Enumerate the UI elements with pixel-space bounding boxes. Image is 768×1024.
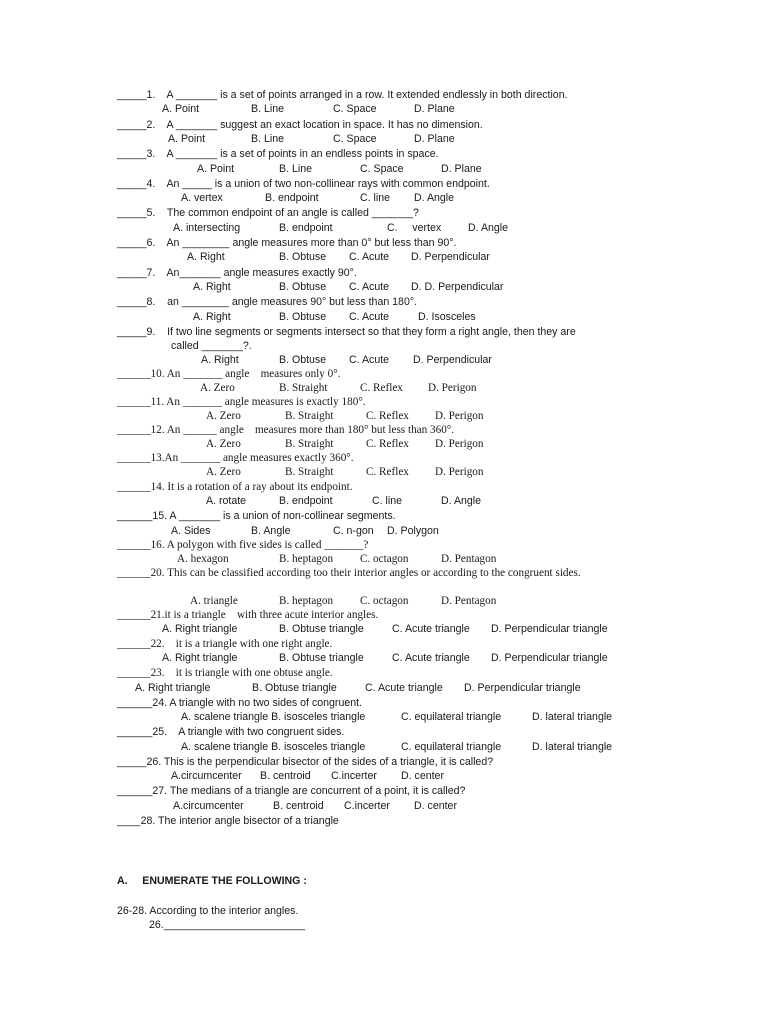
- question-7-choices: [0, 281, 768, 294]
- choice-a: A. Right triangle: [162, 623, 238, 635]
- choice-d: D. lateral triangle: [532, 741, 613, 753]
- choice-c: C. line: [360, 192, 391, 204]
- choice-c: C. Reflex: [366, 466, 409, 478]
- choice-d: D. Isosceles: [418, 311, 476, 323]
- question-11: ______11. An _______ angle measures is exactly 180°.: [117, 396, 366, 408]
- choice-d: D. Plane: [414, 103, 455, 115]
- choice-b: B. Straight: [285, 466, 334, 478]
- choice-c: C. octagon: [360, 553, 409, 565]
- question-6: _____6. An ________ angle measures more than 0° but less than 90°.: [117, 237, 457, 249]
- choice-b: B. Obtuse: [279, 354, 327, 366]
- question-16: ______16. A polygon with five sides is called _______?: [117, 539, 369, 551]
- choice-d: D. Polygon: [387, 525, 439, 537]
- choice-a: A. Right: [201, 354, 239, 366]
- choice-a: A. Zero: [206, 410, 241, 422]
- choice-a: A. Sides: [171, 525, 211, 537]
- choice-d: D. Perpendicular: [413, 354, 492, 366]
- choice-d: D. Angle: [441, 495, 482, 507]
- question-14-choices: [0, 495, 768, 508]
- choice-a: A. rotate: [206, 495, 247, 507]
- choice-c: C. Acute: [349, 354, 390, 366]
- choice-d: D. Plane: [441, 163, 482, 175]
- choice-c: C. Space: [360, 163, 404, 175]
- question-2-choices: [0, 133, 768, 146]
- choice-c: C. n-gon: [333, 525, 374, 537]
- question-3-choices: [0, 163, 768, 176]
- question-21-choices: [0, 623, 768, 636]
- question-9: _____9. If two line segments or segments intersect so that they form a right angle, then they are: [117, 326, 576, 338]
- question-13: ______13.An _______ angle measures exactly 360°.: [117, 452, 354, 464]
- choice-c: C. Acute triangle: [392, 652, 470, 664]
- question-10: ______10. An _______ angle measures only 0°.: [117, 368, 341, 380]
- choice-a: A. triangle: [190, 595, 238, 607]
- question-22: ______22. it is a triangle with one right angle.: [117, 638, 333, 650]
- question-10-choices: [0, 382, 768, 395]
- choice-b: B. Obtuse triangle: [252, 682, 337, 694]
- choice-b: B. Angle: [251, 525, 291, 537]
- question-11-choices: [0, 410, 768, 423]
- choice-ab: A. scalene triangle B. isosceles triangle: [181, 741, 366, 753]
- choice-c: C. Acute triangle: [365, 682, 443, 694]
- choice-b: B. heptagon: [279, 553, 334, 565]
- question-5-choices: [0, 222, 768, 235]
- question-26-choices: [0, 770, 768, 783]
- question-8: _____8. an ________ angle measures 90° but less than 180°.: [117, 296, 418, 308]
- choice-b: B. Obtuse: [279, 281, 327, 293]
- choice-c: C.incerter: [344, 800, 390, 812]
- question-23-choices: [0, 682, 768, 695]
- question-6-choices: [0, 251, 768, 264]
- choice-a: A.circumcenter: [173, 800, 244, 812]
- choice-b: B. endpoint: [265, 192, 319, 204]
- choice-b: B. centroid: [260, 770, 311, 782]
- choice-d: D. Perpendicular triangle: [491, 623, 608, 635]
- choice-a: A. intersecting: [173, 222, 241, 234]
- question-5: _____5. The common endpoint of an angle is called _______?: [117, 207, 419, 219]
- question-7: _____7. An_______ angle measures exactly 90°.: [117, 267, 357, 279]
- choice-a: A. Right triangle: [162, 652, 238, 664]
- question-9-continued: called _______?.: [171, 340, 252, 352]
- question-27: ______27. The medians of a triangle are concurrent of a point, it is called?: [117, 785, 466, 797]
- choice-c: C. Space: [333, 103, 377, 115]
- choice-b: B. Line: [251, 103, 284, 115]
- choice-c: C. Space: [333, 133, 377, 145]
- choice-c: C.incerter: [331, 770, 377, 782]
- choice-d: D. Perpendicular: [411, 251, 490, 263]
- choice-a: A. vertex: [181, 192, 223, 204]
- choice-d: D. Pentagon: [441, 553, 497, 565]
- choice-a: A. Point: [168, 133, 206, 145]
- question-16-choices: [0, 553, 768, 566]
- choice-a: A. Point: [162, 103, 200, 115]
- choice-a: A. Zero: [200, 382, 235, 394]
- choice-d: D. Perpendicular triangle: [491, 652, 608, 664]
- choice-b: B. Straight: [285, 410, 334, 422]
- question-8-choices: [0, 311, 768, 324]
- choice-c: C. equilateral triangle: [401, 711, 502, 723]
- choice-a: A. Right: [193, 281, 231, 293]
- choice-c: C. vertex: [387, 222, 442, 234]
- question-9-choices: [0, 354, 768, 367]
- choice-d: D. Perpendicular triangle: [464, 682, 581, 694]
- choice-a: A.circumcenter: [171, 770, 242, 782]
- choice-b: B. endpoint: [279, 495, 333, 507]
- choice-d: D. D. Perpendicular: [411, 281, 504, 293]
- choice-d: D. Perigon: [435, 466, 484, 478]
- question-24-choices: [0, 711, 768, 724]
- choice-b: B. Obtuse: [279, 311, 327, 323]
- choice-b: B. Line: [251, 133, 284, 145]
- question-2: _____2. A _______ suggest an exact location in space. It has no dimension.: [117, 119, 483, 131]
- choice-d: D. Angle: [414, 192, 455, 204]
- choice-d: D. center: [414, 800, 457, 812]
- question-23: ______23. it is triangle with one obtuse angle.: [117, 667, 333, 679]
- question-21: ______21.it is a triangle with three acute interior angles.: [117, 609, 379, 621]
- question-24: ______24. A triangle with no two sides of congruent.: [117, 697, 363, 709]
- question-3: _____3. A _______ is a set of points in an endless points in space.: [117, 148, 439, 160]
- choice-d: D. Perigon: [435, 410, 484, 422]
- choice-b: B. Straight: [285, 438, 334, 450]
- question-28: ____28. The interior angle bisector of a triangle: [117, 815, 339, 827]
- choice-c: C. Acute triangle: [392, 623, 470, 635]
- question-25-choices: [0, 741, 768, 754]
- choice-c: C. Acute: [349, 281, 390, 293]
- choice-d: D. center: [401, 770, 444, 782]
- choice-b: B. Straight: [279, 382, 328, 394]
- choice-b: B. heptagon: [279, 595, 334, 607]
- choice-a: A. Zero: [206, 466, 241, 478]
- choice-b: B. endpoint: [279, 222, 333, 234]
- question-1-choices: [0, 103, 768, 116]
- choice-a: A. hexagon: [177, 553, 229, 565]
- choice-a: A. Right triangle: [135, 682, 211, 694]
- question-4-choices: [0, 192, 768, 205]
- question-20: ______20. This can be classified according too their interior angles or according to the congruent sides.: [117, 567, 581, 579]
- choice-ab: A. scalene triangle B. isosceles triangle: [181, 711, 366, 723]
- choice-b: B. centroid: [273, 800, 324, 812]
- question-25: ______25. A triangle with two congruent sides.: [117, 726, 345, 738]
- question-14: ______14. It is a rotation of a ray about its endpoint.: [117, 481, 353, 493]
- question-13-choices: [0, 466, 768, 479]
- choice-b: B. Line: [279, 163, 312, 175]
- section-heading: A. ENUMERATE THE FOLLOWING :: [117, 875, 307, 887]
- choice-a: A. Point: [197, 163, 235, 175]
- question-22-choices: [0, 652, 768, 665]
- choice-d: D. Perigon: [428, 382, 477, 394]
- choice-d: D. Angle: [468, 222, 509, 234]
- choice-c: C. octagon: [360, 595, 409, 607]
- choice-c: C. Reflex: [360, 382, 403, 394]
- enumerate-item: 26-28. According to the interior angles.: [117, 905, 299, 917]
- choice-b: B. Obtuse triangle: [279, 623, 364, 635]
- choice-d: D. Perigon: [435, 438, 484, 450]
- choice-a: A. Zero: [206, 438, 241, 450]
- choice-c: C. Reflex: [366, 438, 409, 450]
- question-4: _____4. An _____ is a union of two non-collinear rays with common endpoint.: [117, 178, 490, 190]
- choice-a: A. Right: [187, 251, 225, 263]
- choice-a: A. Right: [193, 311, 231, 323]
- choice-b: B. Obtuse triangle: [279, 652, 364, 664]
- choice-c: C. Acute: [349, 311, 390, 323]
- question-12-choices: [0, 438, 768, 451]
- question-15: ______15. A _______ is a union of non-collinear segments.: [117, 510, 396, 522]
- choice-b: B. Obtuse: [279, 251, 327, 263]
- question-15-choices: [0, 525, 768, 538]
- question-26: _____26. This is the perpendicular bisector of the sides of a triangle, it is called?: [117, 756, 494, 768]
- choice-d: D. lateral triangle: [532, 711, 613, 723]
- choice-c: C. line: [372, 495, 403, 507]
- choice-c: C. equilateral triangle: [401, 741, 502, 753]
- choice-d: D. Plane: [414, 133, 455, 145]
- answer-blank-26: 26.________________________: [149, 919, 306, 931]
- question-27-choices: [0, 800, 768, 813]
- choice-d: D. Pentagon: [441, 595, 497, 607]
- choice-c: C. Reflex: [366, 410, 409, 422]
- question-20-choices: [0, 595, 768, 608]
- question-1: _____1. A _______ is a set of points arranged in a row. It extended endlessly in both direction.: [117, 89, 568, 101]
- question-12: ______12. An ______ angle measures more than 180° but less than 360°.: [117, 424, 455, 436]
- choice-c: C. Acute: [349, 251, 390, 263]
